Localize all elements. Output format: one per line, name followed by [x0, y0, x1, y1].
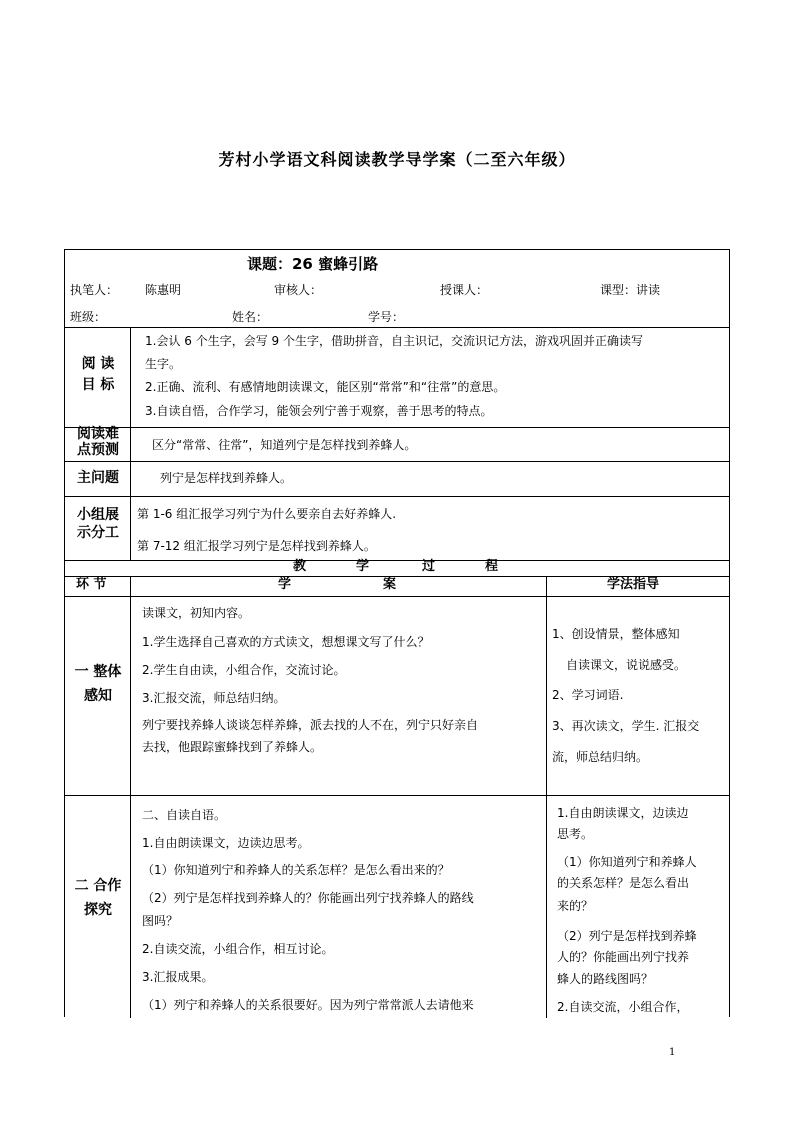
section-1-label: 一 整体 感知 [74, 664, 122, 704]
section-2-plan-line: （2）列宁是怎样找到养蜂人的？你能画出列宁找养蜂人的路线 [142, 891, 474, 905]
section-1-plan-line: 去找，他跟踪蜜蜂找到了养蜂人。 [142, 740, 323, 754]
section-2-plan-line: （1）列宁和养蜂人的关系很要好。因为列宁常常派人去请他来 [142, 998, 474, 1012]
groups-label: 小组展 示分工 [77, 507, 119, 541]
goal-item-1-cont: 生字。 [145, 357, 182, 371]
section-1-plan-line: 2.学生自由读，小组合作，交流讨论。 [142, 663, 346, 677]
main-question-label: 主问题 [77, 470, 119, 486]
section-2-label: 二 合作 探究 [74, 878, 122, 918]
col-header-plan: 案 [383, 577, 397, 592]
name-label: 姓名： [232, 310, 269, 324]
section-2-guide-line: 思考。 [557, 827, 594, 841]
row-divider [65, 327, 729, 328]
section-2-guide-line: （1）你知道列宁和养蜂人 [557, 855, 697, 869]
row-divider [65, 461, 729, 462]
section-2-plan-line: （1）你知道列宁和养蜂人的关系怎样？是怎么看出来的？ [142, 863, 450, 877]
section-2-plan-line: 1.自由朗读课文，边读边思考。 [142, 836, 310, 850]
writer-name: 陈惠明 [145, 283, 182, 297]
goals-label: 阅 读 目 标 [81, 356, 115, 393]
group-assignment-1: 第 1-6 组汇报学习列宁为什么要亲自去好养蜂人. [137, 507, 397, 521]
section-1-guide-line: 1、创设情景，整体感知 [552, 627, 680, 641]
section-1-guide-line: 自读课文，说说感受。 [566, 658, 687, 672]
class-label: 班级： [70, 310, 107, 324]
page-number: 1 [669, 1047, 676, 1058]
section-2-plan-line: 二、自读自语。 [142, 808, 227, 822]
lesson-type: 课型：讲读 [600, 283, 661, 297]
col-divider [546, 576, 547, 1018]
row-divider [65, 795, 729, 796]
process-title-char: 程 [485, 559, 499, 574]
col-header-guide: 学法指导 [607, 577, 660, 592]
process-title-char: 学 [356, 559, 370, 574]
section-2-plan-line: 2.自读交流，小组合作，相互讨论。 [142, 942, 334, 956]
row-divider [65, 496, 729, 497]
group-assignment-2: 第 7-12 组汇报学习列宁是怎样找到养蜂人。 [137, 539, 376, 553]
section-1-plan-line: 1.学生选择自己喜欢的方式读文，想想课文写了什么？ [142, 635, 430, 649]
row-divider [65, 560, 729, 561]
teacher-label: 授课人： [440, 283, 489, 297]
section-2-guide-line: 人的？你能画出列宁找养 [557, 950, 690, 964]
col-header-plan: 学 [278, 577, 292, 592]
section-2-guide-line: （2）列宁是怎样找到养蜂 [557, 929, 697, 943]
goal-item-2: 2.正确、流利、有感情地朗读课文，能区别“常常”和“往常”的意思。 [145, 380, 506, 394]
section-1-guide-line: 3、再次读文，学生. 汇报交 [552, 719, 700, 733]
row-divider [65, 596, 729, 597]
reviewer-label: 审核人： [274, 283, 323, 297]
lesson-title: 课题：26 蜜蜂引路 [247, 255, 379, 273]
section-2-guide-line: 来的？ [557, 899, 594, 913]
student-id-label: 学号： [368, 310, 405, 324]
process-title-char: 过 [422, 559, 436, 574]
row-divider [65, 427, 729, 428]
difficulty-text: 区分“常常、往常”，知道列宁是怎样找到养蜂人。 [152, 438, 417, 452]
col-header-step: 环 节 [76, 577, 107, 592]
goal-item-1: 1.会认 6 个生字，会写 9 个生字，借助拼音，自主识记，交流识记方法，游戏巩固并正确读写 [145, 334, 643, 348]
section-1-plan-line: 3.汇报交流，师总结归纳。 [142, 691, 286, 705]
main-question-text: 列宁是怎样找到养蜂人。 [160, 471, 293, 485]
page-title: 芳村小学语文科阅读教学导学案（二至六年级） [218, 150, 576, 169]
section-2-guide-line: 蜂人的路线图吗？ [557, 972, 654, 986]
section-1-plan-line: 列宁要找养蜂人谈谈怎样养蜂，派去找的人不在，列宁只好亲自 [142, 718, 479, 732]
goal-item-3: 3.自读自悟，合作学习，能领会列宁善于观察，善于思考的特点。 [145, 404, 493, 418]
section-2-guide-line: 2.自读交流，小组合作， [557, 1000, 689, 1014]
writer-label: 执笔人： [70, 283, 119, 297]
section-1-guide-line: 2、学习词语. [552, 688, 624, 702]
section-2-plan-line: 图吗？ [142, 914, 179, 928]
section-2-guide-line: 的关系怎样？是怎么看出 [557, 876, 690, 890]
section-1-plan-line: 读课文，初知内容。 [142, 606, 251, 620]
col-divider [130, 576, 131, 1018]
section-2-guide-line: 1.自由朗读课文，边读边 [557, 806, 689, 820]
process-title-char: 教 [293, 559, 307, 574]
section-2-plan-line: 3.汇报成果。 [142, 970, 214, 984]
section-1-guide-line: 流，师总结归纳。 [552, 750, 649, 764]
col-divider [130, 327, 131, 560]
difficulty-label: 阅读难 点预测 [77, 426, 119, 458]
